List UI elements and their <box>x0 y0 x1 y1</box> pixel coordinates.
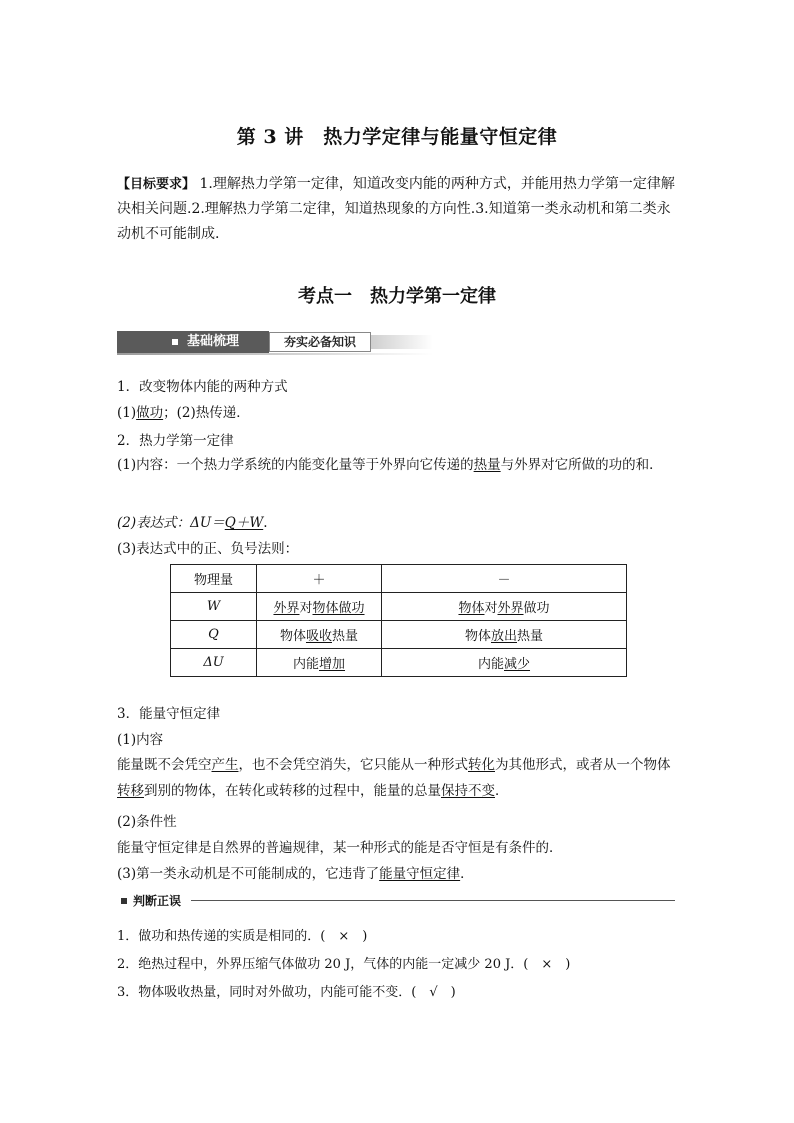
banner-sub-label: 夯实必备知识 <box>269 332 371 352</box>
text-segment: 对 <box>299 601 313 616</box>
text-segment: 内能 <box>477 657 504 672</box>
sign-rule-table <box>170 564 627 677</box>
underlined-term: 减少 <box>504 657 531 672</box>
underlined-term: 外界 <box>497 601 524 616</box>
judge-rule <box>191 900 675 901</box>
underlined-term: 物体做功 <box>312 601 365 616</box>
basics-banner <box>117 331 433 353</box>
underlined-term: 转移 <box>117 783 144 799</box>
text-segment: 热量 <box>517 629 544 644</box>
text-segment: 能量既不会凭空 <box>117 757 212 773</box>
table-cell-minus <box>382 649 627 677</box>
underlined-term: 保持不变 <box>441 783 495 799</box>
table-cell-quantity: W <box>171 593 257 621</box>
table-header-cell: ＋ <box>257 565 382 593</box>
table-header-cell: － <box>382 565 627 593</box>
table-cell-quantity: Q <box>171 621 257 649</box>
s3-sub1: (1)内容 <box>117 732 164 748</box>
text-segment: 物体 <box>279 629 306 644</box>
table-cell-minus <box>382 593 627 621</box>
square-bullet-icon <box>121 898 127 904</box>
table-row <box>171 649 627 677</box>
judge-item: 2．绝热过程中，外界压缩气体做功 20 J，气体的内能一定减少 20 J．( × ) <box>117 957 571 972</box>
text-segment: 内能 <box>292 657 319 672</box>
table-cell-quantity: ΔU <box>171 649 257 677</box>
underlined-term: 放出 <box>490 629 517 644</box>
s1-heading: 1．改变物体内能的两种方式 <box>117 379 288 395</box>
judge-item: 3．物体吸收热量，同时对外做功，内能可能不变．( √ ) <box>117 985 456 1000</box>
table-cell-plus <box>257 621 382 649</box>
goals-tag: 【目标要求】 <box>117 177 196 192</box>
s2-expr-pre: (2)表达式：ΔU＝ <box>117 515 225 531</box>
text-segment: 做功 <box>523 601 550 616</box>
text-segment: ． <box>495 783 509 799</box>
s3-sub2: (2)条件性 <box>117 814 177 830</box>
s3-heading: 3．能量守恒定律 <box>117 706 221 722</box>
underlined-term: 产生 <box>211 757 239 773</box>
table-cell-plus <box>257 593 382 621</box>
underlined-term: 转化 <box>468 757 495 773</box>
s2-content-post: 与外界对它所做的功的和． <box>500 457 663 473</box>
table-header-row <box>171 565 627 593</box>
goals-text: 1.理解热力学第一定律，知道改变内能的两种方式，并能用热力学第一定律解决相关问题.2.理解热力学第二定律，知道热现象的方向性.3.知道第一类永动机和第二类永动机不可能制成. <box>117 176 675 242</box>
s3-p3-fill: 能量守恒定律 <box>379 866 461 882</box>
s2-content <box>117 452 682 478</box>
text-segment: ，也不会凭空消失，它只能从一种形式 <box>238 757 468 773</box>
section-title: 考点一 热力学第一定律 <box>298 286 496 307</box>
judge-label: 判断正误 <box>133 894 182 908</box>
underlined-term: 物体 <box>458 601 485 616</box>
s2-sign-rule: (3)表达式中的正、负号法则： <box>117 541 299 557</box>
s3-p3-pre: (3)第一类永动机是不可能制成的，它违背了 <box>117 866 380 882</box>
page-title: 第 3 讲 热力学定律与能量守恒定律 <box>236 126 558 148</box>
s2-expr-fill: Q＋W <box>224 515 264 531</box>
text-segment: 到别的物体，在转化或转移的过程中，能量的总量 <box>144 783 441 799</box>
text-segment: 为其他形式，或者从一个物体 <box>495 757 671 773</box>
s1-answer <box>117 401 250 421</box>
text-segment: 物体 <box>464 629 491 644</box>
s2-expression <box>117 511 268 531</box>
s1-prefix: (1) <box>117 405 137 421</box>
s1-suffix: ；(2)热传递． <box>163 405 250 421</box>
banner-main <box>117 331 269 353</box>
table-cell-plus <box>257 649 382 677</box>
text-segment: 热量 <box>332 629 359 644</box>
underlined-term: 外界 <box>273 601 300 616</box>
banner-fade <box>371 335 433 349</box>
underlined-term: 吸收 <box>305 629 332 644</box>
underlined-term: 增加 <box>319 657 346 672</box>
judge-item: 1．做功和热传递的实质是相同的．( × ) <box>117 929 368 944</box>
learning-goals <box>117 172 682 247</box>
banner-underline <box>117 353 433 355</box>
s3-perpetual <box>117 862 474 882</box>
table-cell-minus <box>382 621 627 649</box>
s3-content <box>117 752 682 804</box>
s3-p3-post: ． <box>460 866 474 882</box>
text-segment: 对 <box>484 601 498 616</box>
square-bullet-icon <box>172 339 178 345</box>
judge-header <box>117 894 677 908</box>
s2-heading: 2．热力学第一定律 <box>117 433 234 449</box>
table-row <box>171 621 627 649</box>
s2-content-pre: (1)内容：一个热力学系统的内能变化量等于外界向它传递的 <box>117 457 474 473</box>
s3-condition: 能量守恒定律是自然界的普遍规律，某一种形式的能是否守恒是有条件的． <box>117 840 563 856</box>
s2-expr-post: . <box>263 515 268 531</box>
table-row <box>171 593 627 621</box>
banner-main-label: 基础梳理 <box>187 334 240 349</box>
s1-fill: 做功 <box>136 405 164 421</box>
table-header-cell: 物理量 <box>171 565 257 593</box>
s2-content-fill: 热量 <box>473 457 501 473</box>
